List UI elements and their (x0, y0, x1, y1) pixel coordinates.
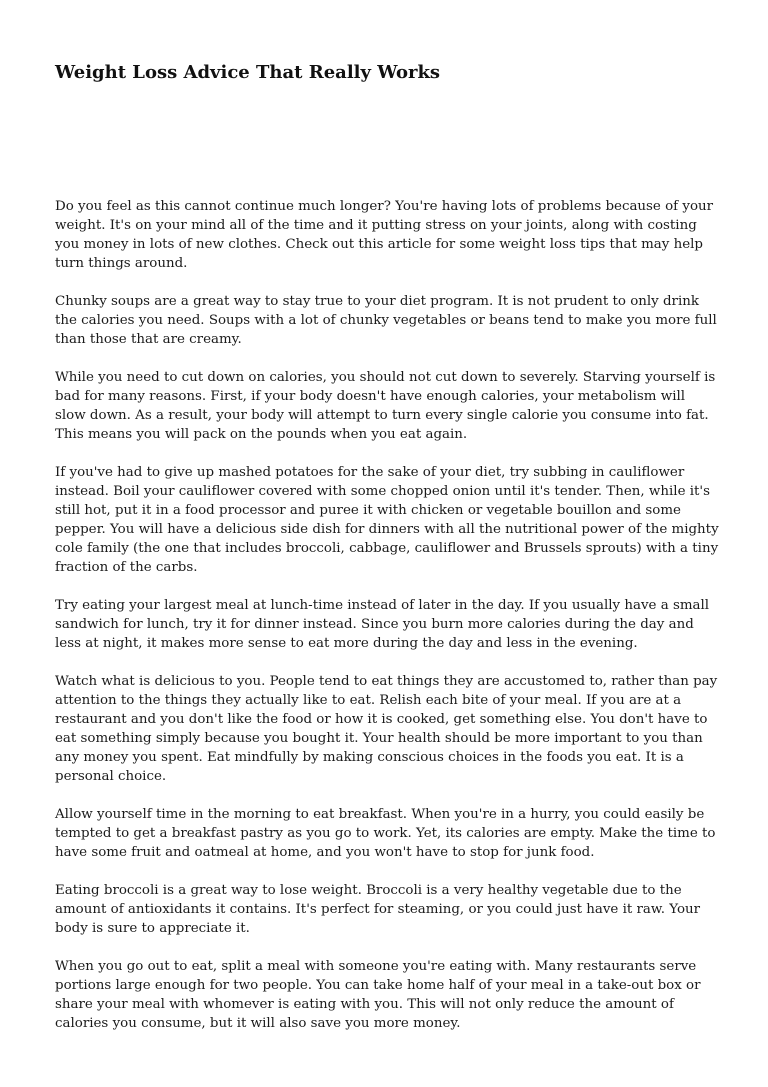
paragraph-lunch: Try eating your largest meal at lunch-time instead of later in the day. If you usually have a small sandwich for lunch, try it for dinner instead. Since you burn more calories during the day and less at night, it makes more sense to eat more during the day and less in the evening. (55, 598, 710, 651)
page-title: Weight Loss Advice That Really Works (55, 62, 441, 83)
paragraph-chunky-soups: Chunky soups are a great way to stay true to your diet program. It is not prudent to only drink the calories you need. Soups with a lot of chunky vegetables or beans tend to make you more full than those that are creamy. (55, 294, 717, 347)
article-body (55, 197, 719, 1052)
paragraph-breakfast: Allow yourself time in the morning to eat breakfast. When you're in a hurry, you could easily be tempted to get a breakfast pastry as you go to work. Yet, its calories are empty. Make the time to have some fruit and oatmeal at home, and you won't have to stop for junk food. (55, 807, 716, 860)
paragraph-delicious: Watch what is delicious to you. People tend to eat things they are accustomed to, rather than pay attention to the things they actually like to eat. Relish each bite of your meal. If you are at a restaurant and you don't like the food or how it is cooked, get something else. You don't have to eat something simply because you bought it. Your health should be more important to you than any money you spent. Eat mindfully by making conscious choices in the foods you eat. It is a personal choice. (55, 674, 718, 784)
paragraph-intro: Do you feel as this cannot continue much longer? You're having lots of problems because of your weight. It's on your mind all of the time and it putting stress on your joints, along with costing you money in lots of new clothes. Check out this article for some weight loss tips that may help turn things around. (55, 199, 714, 271)
paragraph-calories: While you need to cut down on calories, you should not cut down to severely. Starving yourself is bad for many reasons. First, if your body doesn't have enough calories, your metabolism will slow down. As a result, your body will attempt to turn every single calorie you consume into fat. This means you will pack on the pounds when you eat again. (55, 370, 716, 442)
paragraph-split-meal: When you go out to eat, split a meal with someone you're eating with. Many restaurants serve portions large enough for two people. You can take home half of your meal in a take-out box or share your meal with whomever is eating with you. This will not only reduce the amount of calories you consume, but it will also save you more money. (55, 959, 701, 1031)
paragraph-cauliflower: If you've had to give up mashed potatoes for the sake of your diet, try subbing in cauliflower instead. Boil your cauliflower covered with some chopped onion until it's tender. Then, while it's still hot, put it in a food processor and puree it with chicken or vegetable bouillon and some pepper. You will have a delicious side dish for dinners with all the nutritional power of the mighty cole family (the one that includes broccoli, cabbage, cauliflower and Brussels sprouts) with a tiny fraction of the carbs. (55, 465, 719, 575)
paragraph-broccoli: Eating broccoli is a great way to lose weight. Broccoli is a very healthy vegetable due to the amount of antioxidants it contains. It's perfect for steaming, or you could just have it raw. Your body is sure to appreciate it. (55, 883, 701, 936)
